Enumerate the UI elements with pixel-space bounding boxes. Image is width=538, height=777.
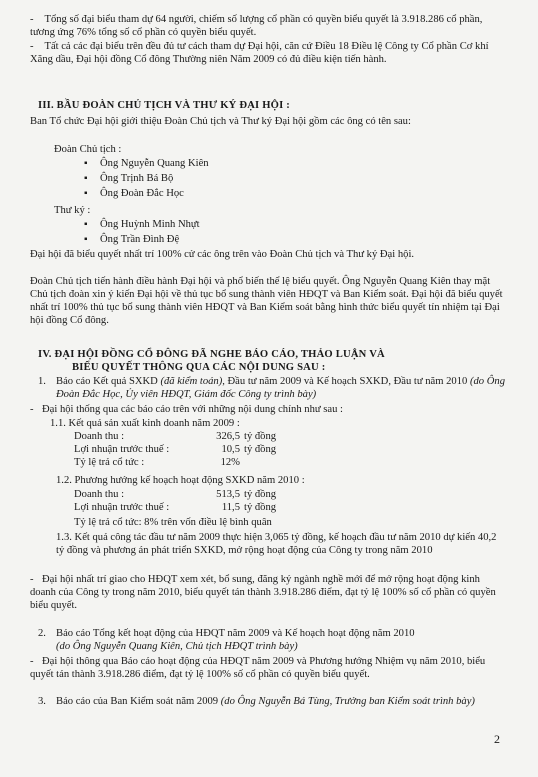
table-row: Lợi nhuận trước thuế : 10,5 tỷ đồng (74, 444, 277, 455)
section-3-para-1: Đại hội đã biểu quyết nhất trí 100% cử các ông trên vào Đoàn Chủ tịch và Thư ký Đại hội. (30, 249, 415, 260)
item-2-resolution: - Đại hội thông qua Báo cáo hoạt động của HĐQT năm 2009 và Phương hướng Nhiệm vụ năm 2010, biểu quyết tán thành 3.918.286 điểm, đạt tỷ lệ 100% số cổ phần có quyền biểu quyết. (30, 656, 505, 682)
table-row: Doanh thu : 326,5 tỷ đồng (74, 431, 277, 442)
secretary-member: ▪ Ông Trần Đình Đệ (84, 234, 179, 247)
plan-2010-table (74, 489, 276, 515)
bullet-attendance (30, 14, 500, 40)
chair-label: Đoàn Chủ tịch : (54, 144, 122, 155)
item-1-number: 1. (38, 376, 46, 387)
chair-member: ▪ Ông Đoàn Đắc Học (84, 188, 184, 201)
table-row: Tỷ lệ trả cổ tức : 12% (74, 457, 240, 468)
chair-member: ▪ Ông Trịnh Bá Bộ (84, 173, 173, 186)
bullet-eligibility (30, 41, 500, 67)
table-row: Doanh thu : 513,5 tỷ đồng (74, 489, 277, 500)
section-3-heading: III. BẦU ĐOÀN CHỦ TỊCH VÀ THƯ KÝ ĐẠI HỘI : (38, 100, 290, 111)
subsection-1-1: 1.1. Kết quả sản xuất kinh doanh năm 2009 : (50, 418, 240, 429)
item-2-title: Báo cáo Tổng kết hoạt động của HĐQT năm 2009 và Kế hoạch hoạt động năm 2010 (do Ông Nguyễn Quang Kiên, Chủ tịch HĐQT trình bày) (56, 628, 415, 652)
item-3-title: Báo cáo của Ban Kiểm soát năm 2009 (do Ông Nguyễn Bá Tùng, Trưởng ban Kiểm soát trình bày) (56, 696, 475, 707)
item-3-number: 3. (38, 696, 46, 707)
subsection-1-2: 1.2. Phương hướng kế hoạch hoạt động SXKD năm 2010 : (56, 475, 305, 486)
section-3-para-2: Đoàn Chủ tịch tiến hành điều hành Đại hội và phổ biến thể lệ biểu quyết. Ông Nguyễn Quang Kiên thay mặt Chủ tịch đoàn xin ý kiến Đại hội về thủ tục bổ sung thành viên HĐQT và Ban Kiểm soát. Đại hội đã biểu quyết nhất trí 100% thủ tục bổ sung thành viên HĐQT và Ban Kiểm soát bằng hình thức biểu quyết tín nhiệm tại Đại hội đồng Cổ đông. (30, 276, 503, 326)
item-2-number: 2. (38, 628, 46, 639)
table-row: Lợi nhuận trước thuế : 11,5 tỷ đồng (74, 502, 277, 513)
eligibility-text: Tất cả các đại biểu trên đều đủ tư cách tham dự Đại hội, căn cứ Điều 18 Điều lệ Công ty Cổ phần Cơ khí Xăng dầu, Đại hội đồng Cổ đông Thường niên Năm 2009 có đủ điều kiện tiến hành. (30, 41, 489, 65)
attendance-text: Tổng số đại biểu tham dự 64 người, chiếm số lượng cổ phần có quyền biểu quyết là 3.918.286 cổ phần, tương ứng 76% tổng số cổ phần có quyền biểu quyết. (30, 14, 483, 38)
item-1-summary: - Đại hội thống qua các báo cáo trên với những nội dung chính như sau : (30, 404, 500, 417)
item-1-title: Báo cáo Kết quả SXKD (đã kiểm toán), Đầu tư năm 2009 và Kế hoạch SXKD, Đầu tư năm 2010 (do Ông Đoàn Đắc Học, Ủy viên HĐQT, Giám đốc Công ty trình bày) (56, 376, 505, 400)
page-number: 2 (494, 732, 500, 747)
results-2009-table (74, 431, 276, 470)
subsection-1-3: 1.3. Kết quả công tác đầu tư năm 2009 thực hiện 3,065 tỷ đồng, kế hoạch đầu tư năm 2010 dự kiến 40,2 tỷ đồng và phương án phát triển SXKD, mở rộng hoạt động của Công ty trong năm 2010 (56, 532, 497, 556)
chair-member: ▪ Ông Nguyễn Quang Kiên (84, 158, 209, 171)
section-3-intro: Ban Tổ chức Đại hội giới thiệu Đoàn Chủ tịch và Thư ký Đại hội gồm các ông có tên sau: (30, 116, 411, 127)
dividend-2010: Tỷ lệ trả cổ tức: 8% trên vốn điều lệ bình quân (74, 517, 272, 528)
secretary-member: ▪ Ông Huỳnh Minh Nhựt (84, 219, 200, 232)
item-1-resolution: - Đại hội nhất trí giao cho HĐQT xem xét, bổ sung, đăng ký ngành nghề mới để mở rộng hoạt động kinh doanh của Công ty trong năm 2010, biểu quyết tán thành 3.918.286 điểm, đạt tỷ lệ 100% số cổ phần có quyền biểu quyết. (30, 574, 505, 613)
section-4-heading-line-1: IV. ĐẠI HỘI ĐỒNG CỔ ĐÔNG ĐÃ NGHE BÁO CÁO, THẢO LUẬN VÀ (38, 349, 385, 360)
section-4-heading-line-2: BIỂU QUYẾT THÔNG QUA CÁC NỘI DUNG SAU : (72, 362, 326, 373)
secretary-label: Thư ký : (54, 205, 91, 216)
